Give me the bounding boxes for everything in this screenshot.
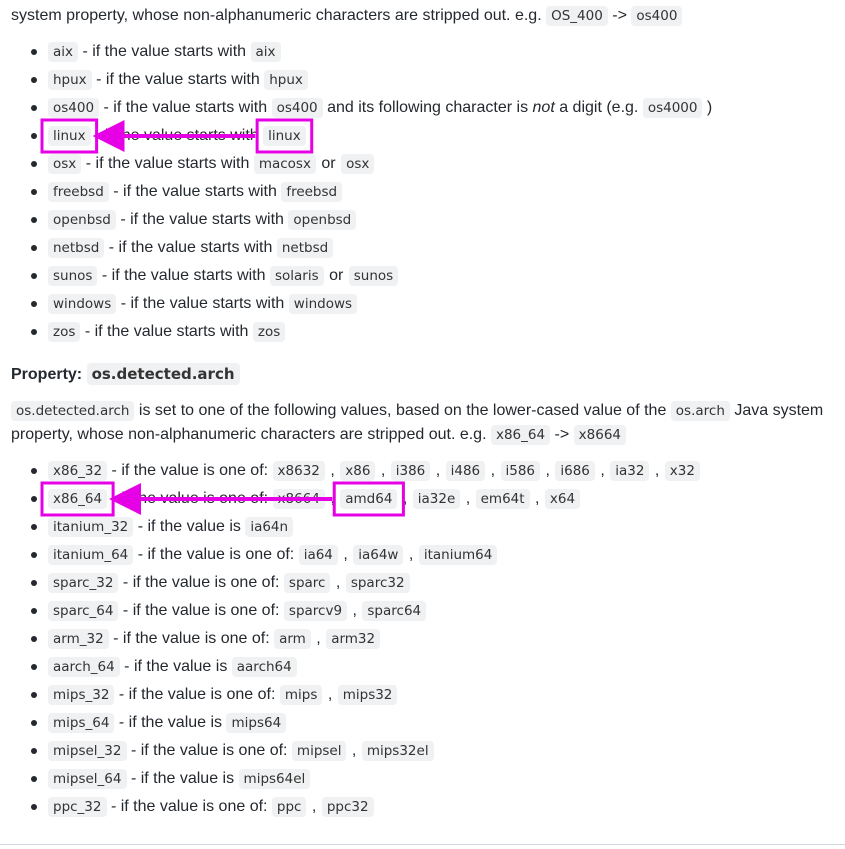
value-separator: , (311, 630, 326, 647)
list-item (48, 765, 845, 793)
list-item (48, 318, 845, 346)
item-key: x86_64 (48, 489, 107, 509)
item-value: mips64 (226, 713, 286, 733)
item-description: - if the value is one of: (118, 602, 284, 619)
item-key: os400 (48, 98, 99, 118)
item-description: - if the value starts with (115, 211, 289, 228)
arrow-text: -> (612, 7, 627, 24)
os-example-input: OS_400 (546, 6, 608, 26)
item-description: - if the value is (119, 658, 232, 675)
item-value: x32 (665, 461, 700, 481)
item-description: - if the value starts with (104, 239, 277, 256)
item-key: mipsel_32 (48, 741, 127, 761)
item-description: - if the value is one of: (133, 546, 299, 563)
item-value: mips32 (338, 685, 398, 705)
list-item (48, 206, 845, 234)
item-key: sunos (48, 266, 97, 286)
item-value: aarch64 (232, 657, 297, 677)
list-item (48, 709, 845, 737)
value-separator: , (325, 490, 340, 507)
item-value: netbsd (277, 238, 333, 258)
value-separator: , (307, 798, 321, 815)
item-description: - if the value starts with (78, 43, 251, 60)
item-description: - if the value starts with (116, 295, 289, 312)
item-note-example: os4000 (643, 98, 703, 118)
item-key: aix (48, 42, 78, 62)
item-value: ia64 (299, 545, 338, 565)
value-separator: , (650, 462, 664, 479)
item-description: - if the value starts with (80, 323, 253, 340)
list-item (48, 262, 845, 290)
value-separator: , (325, 462, 340, 479)
item-value: x64 (545, 489, 580, 509)
value-separator: , (398, 490, 412, 507)
item-value: windows (289, 294, 357, 314)
value-separator: , (461, 490, 475, 507)
item-key: arm_32 (48, 629, 109, 649)
item-description: - if the value starts with (97, 267, 270, 284)
item-value: mips32el (362, 741, 434, 761)
item-key: windows (48, 294, 116, 314)
item-value: i586 (501, 461, 541, 481)
arch-intro-code: os.detected.arch (11, 401, 134, 421)
item-key: mips_64 (48, 713, 114, 733)
item-value: sparc64 (362, 601, 426, 621)
list-item (48, 94, 845, 122)
list-item (48, 737, 845, 765)
list-item (48, 178, 845, 206)
arch-example-output: x8664 (574, 425, 626, 445)
item-value: x86 (340, 461, 375, 481)
value-separator: , (347, 742, 361, 759)
item-key: linux (48, 126, 91, 146)
item-description: - if the value is (126, 770, 239, 787)
item-description: - if the value is one of: (126, 742, 292, 759)
item-value: mipsel (292, 741, 347, 761)
item-key: sparc_32 (48, 573, 118, 593)
item-description: - if the value is (114, 714, 227, 731)
list-item (48, 150, 845, 178)
item-value: solaris (270, 266, 324, 286)
item-value: i486 (446, 461, 486, 481)
item-value: sparc32 (346, 573, 410, 593)
item-key: netbsd (48, 238, 104, 258)
item-description: - if the value starts with (91, 71, 265, 88)
item-value: i686 (555, 461, 595, 481)
item-value: ia32e (413, 489, 461, 509)
item-value: ppc (272, 797, 307, 817)
list-item (48, 681, 845, 709)
item-value: freebsd (281, 182, 342, 202)
item-value: x8632 (273, 461, 325, 481)
list-item (48, 513, 845, 541)
item-description: - if the value is one of: (118, 574, 284, 591)
list-item (48, 793, 845, 821)
list-item (48, 290, 845, 318)
list-item (48, 625, 845, 653)
list-item (48, 541, 845, 569)
item-key: mips_32 (48, 685, 114, 705)
arch-example-input: x86_64 (491, 425, 550, 445)
item-value: os400 (272, 98, 323, 118)
item-key: mipsel_64 (48, 769, 127, 789)
value-separator: , (331, 574, 345, 591)
item-description: - if the value is one of: (107, 490, 273, 507)
list-item (48, 653, 845, 681)
item-note: a digit (e.g. (554, 99, 643, 116)
item-key: itanium_64 (48, 545, 133, 565)
content (11, 0, 845, 821)
item-value: macosx (254, 154, 316, 174)
value-separator: or (324, 267, 348, 284)
item-key: ppc_32 (48, 797, 107, 817)
item-key: freebsd (48, 182, 109, 202)
item-description: - if the value is (133, 518, 246, 535)
heading-label: Property: (11, 366, 83, 383)
value-separator: , (348, 602, 362, 619)
list-item (48, 234, 845, 262)
list-item (48, 597, 845, 625)
arch-intro-code-2: os.arch (671, 401, 730, 421)
arch-intro-text-b: Java system property, whose non-alphanumeric characters are stripped out. e.g. (11, 402, 824, 443)
item-value: em64t (476, 489, 530, 509)
item-value: zos (253, 322, 285, 342)
item-value: arm (274, 629, 311, 649)
list-item (48, 485, 845, 513)
item-value: ppc32 (322, 797, 374, 817)
os-example-output: os400 (631, 6, 682, 26)
os-intro-text: system property, whose non-alphanumeric characters are stripped out. e.g. (11, 7, 542, 24)
item-value: ia64w (353, 545, 403, 565)
item-value: mips64el (239, 769, 311, 789)
item-key: aarch_64 (48, 657, 120, 677)
arch-values-list (11, 457, 845, 821)
item-value: itanium64 (419, 545, 498, 565)
list-item (48, 38, 845, 66)
item-value: amd64 (340, 489, 397, 509)
item-note: ) (702, 99, 713, 116)
value-separator: , (595, 462, 610, 479)
item-value: aix (251, 42, 281, 62)
arch-intro-paragraph (11, 399, 845, 447)
item-value: ia64n (245, 517, 293, 537)
bottom-divider (0, 844, 845, 845)
heading-code: os.detected.arch (87, 363, 240, 385)
item-value: x8664 (273, 489, 325, 509)
item-description: - if the value starts with (108, 183, 282, 200)
item-description: - if the value is one of: (107, 462, 273, 479)
item-value: linux (263, 126, 306, 146)
item-key: openbsd (48, 210, 116, 230)
item-key: osx (48, 154, 81, 174)
item-value: sparcv9 (284, 601, 347, 621)
arch-intro-text-a: is set to one of the following values, based on the lower-cased value of the (134, 402, 671, 419)
os-values-list (11, 38, 845, 346)
value-separator: , (431, 462, 445, 479)
value-separator: , (541, 462, 555, 479)
list-item (48, 457, 845, 485)
arch-heading (11, 362, 845, 387)
item-description: - if the value starts with (90, 127, 264, 144)
item-description: - if the value is one of: (108, 630, 275, 647)
item-description: - if the value starts with (81, 155, 254, 172)
item-value: sunos (349, 266, 398, 286)
item-value: mips (280, 685, 323, 705)
item-key: itanium_32 (48, 517, 133, 537)
os-intro-paragraph (11, 4, 845, 28)
item-value: ia32 (610, 461, 649, 481)
item-value: i386 (391, 461, 431, 481)
list-item (48, 569, 845, 597)
value-separator: , (530, 490, 544, 507)
value-separator: , (338, 546, 353, 563)
item-value: arm32 (326, 629, 380, 649)
item-key: zos (48, 322, 80, 342)
value-separator: or (316, 155, 341, 172)
item-note-emphasis: not (532, 99, 555, 116)
item-value: hpux (264, 70, 308, 90)
list-item (48, 66, 845, 94)
item-key: sparc_64 (48, 601, 118, 621)
item-description: - if the value is one of: (106, 798, 272, 815)
item-value: osx (341, 154, 374, 174)
list-item (48, 122, 845, 150)
value-separator: , (404, 546, 418, 563)
value-separator: , (486, 462, 500, 479)
value-separator: , (323, 686, 337, 703)
value-separator: , (376, 462, 390, 479)
item-value: sparc (284, 573, 331, 593)
item-note: and its following character is (322, 99, 533, 116)
item-key: x86_32 (48, 461, 107, 481)
arrow-text: -> (554, 426, 570, 443)
item-key: hpux (48, 70, 92, 90)
item-value: openbsd (288, 210, 356, 230)
item-description: - if the value is one of: (114, 686, 280, 703)
item-description: - if the value starts with (99, 99, 272, 116)
